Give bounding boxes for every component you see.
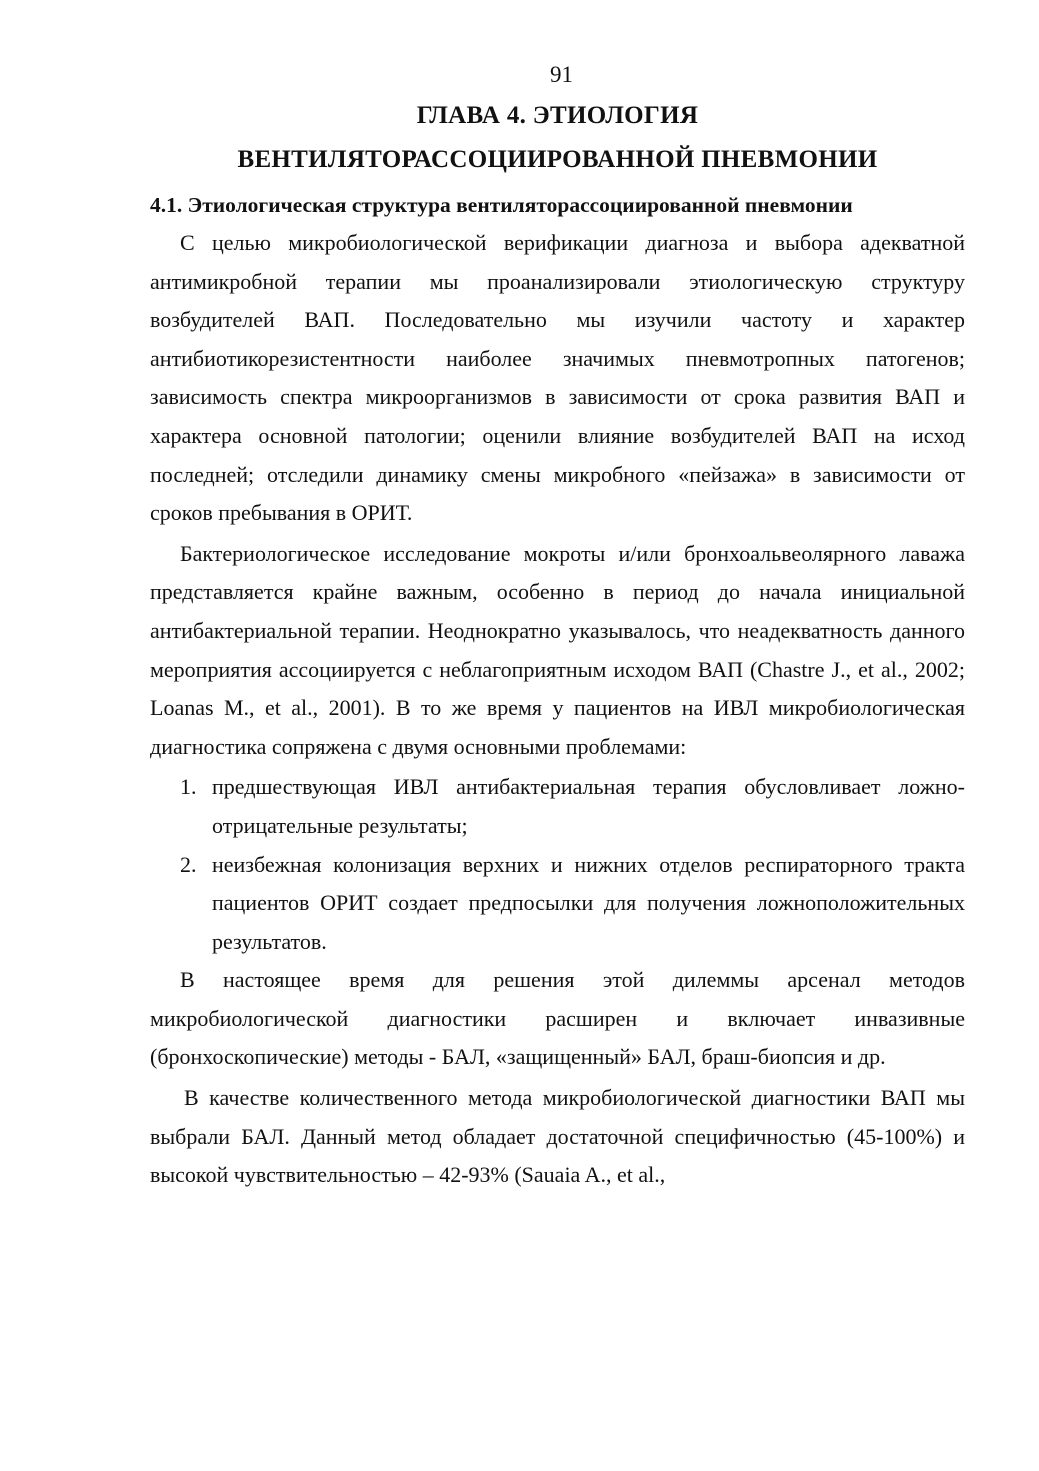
list-item [150,846,965,962]
document-page [150,60,965,1197]
list-item-number: 2. [180,851,197,877]
list-item-text: неизбежная колонизация верхних и нижних отделов респираторного тракта пациентов ОРИТ создает предпосылки для получения ложноположительных результатов. [212,851,965,954]
chapter-title-line-1: ГЛАВА 4. ЭТИОЛОГИЯ [416,102,699,129]
paragraph-4: В качестве количественного метода микробиологической диагностики ВАП мы выбрали БАЛ. Данный метод обладает достаточной специфичностью (45-100%) и высокой чувствительностью – 42-93% (Sauaia A., et al., [150,1085,965,1188]
paragraph-2: Бактериологическое исследование мокроты и/или бронхоальвеолярного лаважа представляется крайне важным, особенно в период до начала инициальной антибактериальной терапии. Неоднократно указывалось, что неадекватность данного мероприятия ассоциируется с неблагоприятным исходом ВАП (Chastre J., et al., 2002; Loanas M., et al., 2001). В то же время у пациентов на ИВЛ микробиологическая диагностика сопряжена с двумя основными проблемами: [150,540,965,759]
section-title: 4.1. Этиологическая структура вентиляторассоциированной пневмонии [150,193,853,217]
list-item-number: 1. [180,774,197,800]
paragraph-3: В настоящее время для решения этой дилеммы арсенал методов микробиологической диагностики расширен и включает инвазивные (бронхоскопические) методы - БАЛ, «защищенный» БАЛ, браш-биопсия и др. [150,967,965,1070]
chapter-title-line-2: ВЕНТИЛЯТОРАССОЦИИРОВАННОЙ ПНЕВМОНИИ [237,146,878,173]
list-item-text: предшествующая ИВЛ антибактериальная терапия обусловливает ложно-отрицательные результаты; [212,774,965,838]
list-item [150,768,965,845]
paragraph-1: С целью микробиологической верификации диагноза и выбора адекватной антимикробной терапии мы проанализировали этиологическую структуру возбудителей ВАП. Последовательно мы изучили частоту и характер антибиотикорезистентности наиболее значимых пневмотропных патогенов; зависимость спектра микроорганизмов в зависимости от срока развития ВАП и характера основной патологии; оценили влияние возбудителей ВАП на исход последней; отследили динамику смены микробного «пейзажа» в зависимости от сроков пребывания в ОРИТ. [150,230,965,526]
problems-list [150,768,965,961]
page-number: 91 [550,62,573,87]
